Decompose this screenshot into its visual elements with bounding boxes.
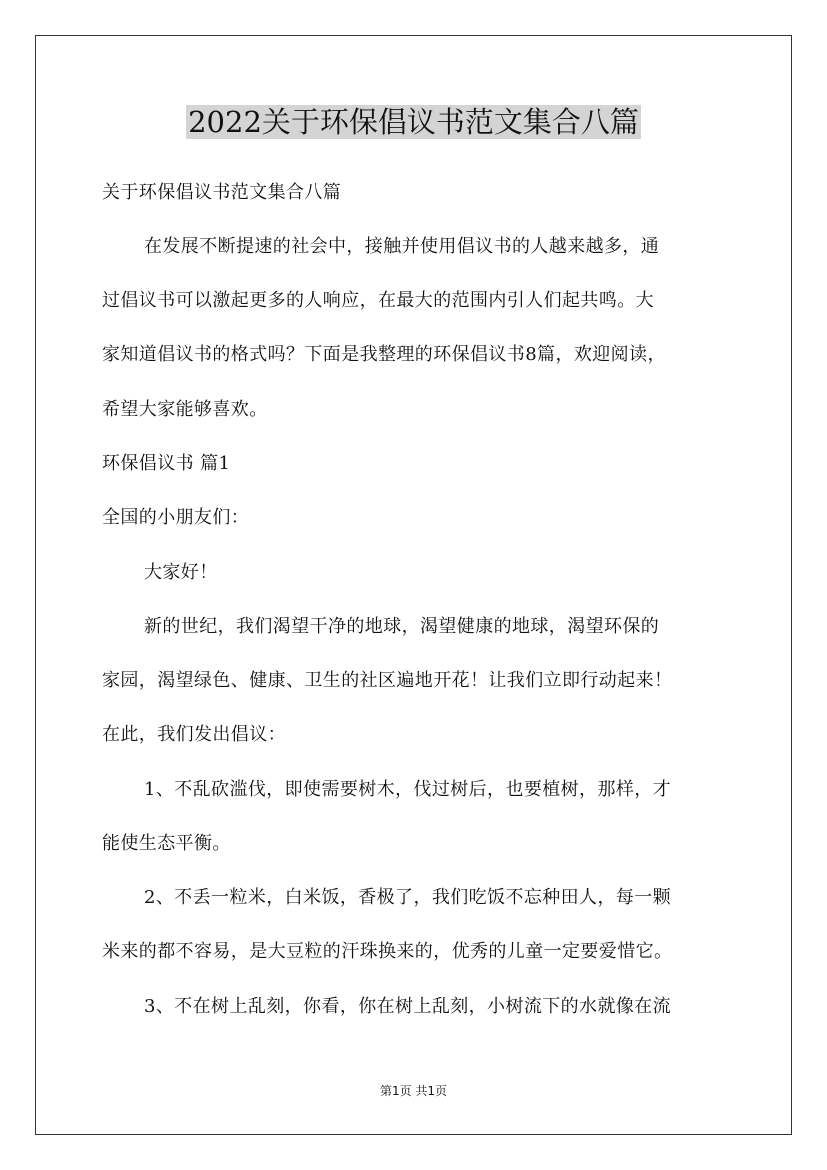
salutation-line: 全国的小朋友们： (102, 507, 250, 528)
document-title-text: 2022关于环保倡议书范文集合八篇 (188, 105, 639, 139)
greeting-line: 大家好！ (144, 562, 218, 583)
paragraph-line: 在此，我们发出倡议： (102, 724, 286, 745)
document-title (0, 100, 827, 144)
section-heading: 环保倡议书 篇1 (102, 453, 231, 474)
paragraph-line: 在发展不断提速的社会中，接触并使用倡议书的人越来越多，通 (144, 236, 660, 257)
subtitle-line: 关于环保倡议书范文集合八篇 (102, 182, 342, 203)
paragraph-line: 家园，渴望绿色、健康、卫生的社区遍地开花！让我们立即行动起来！ (102, 670, 673, 691)
paragraph-line: 过倡议书可以激起更多的人响应，在最大的范围内引人们起共鸣。大 (102, 290, 654, 311)
page-footer: 第1页 共1页 (379, 1084, 448, 1098)
list-item-line: 能使生态平衡。 (102, 833, 231, 854)
list-item-line: 1、不乱砍滥伐，即使需要树木，伐过树后，也要植树，那样，才 (144, 779, 672, 800)
paragraph-line: 希望大家能够喜欢。 (102, 399, 268, 420)
list-item-line: 2、不丢一粒米，白米饭，香极了，我们吃饭不忘种田人，每一颗 (144, 887, 672, 908)
paragraph-line: 家知道倡议书的格式吗？下面是我整理的环保倡议书8篇，欢迎阅读， (102, 344, 666, 365)
list-item-line: 3、不在树上乱刻，你看，你在树上乱刻，小树流下的水就像在流 (144, 996, 672, 1017)
list-item-line: 米来的都不容易，是大豆粒的汗珠换来的，优秀的儿童一定要爱惜它。 (102, 941, 673, 962)
paragraph-line: 新的世纪，我们渴望干净的地球，渴望健康的地球，渴望环保的 (144, 616, 660, 637)
